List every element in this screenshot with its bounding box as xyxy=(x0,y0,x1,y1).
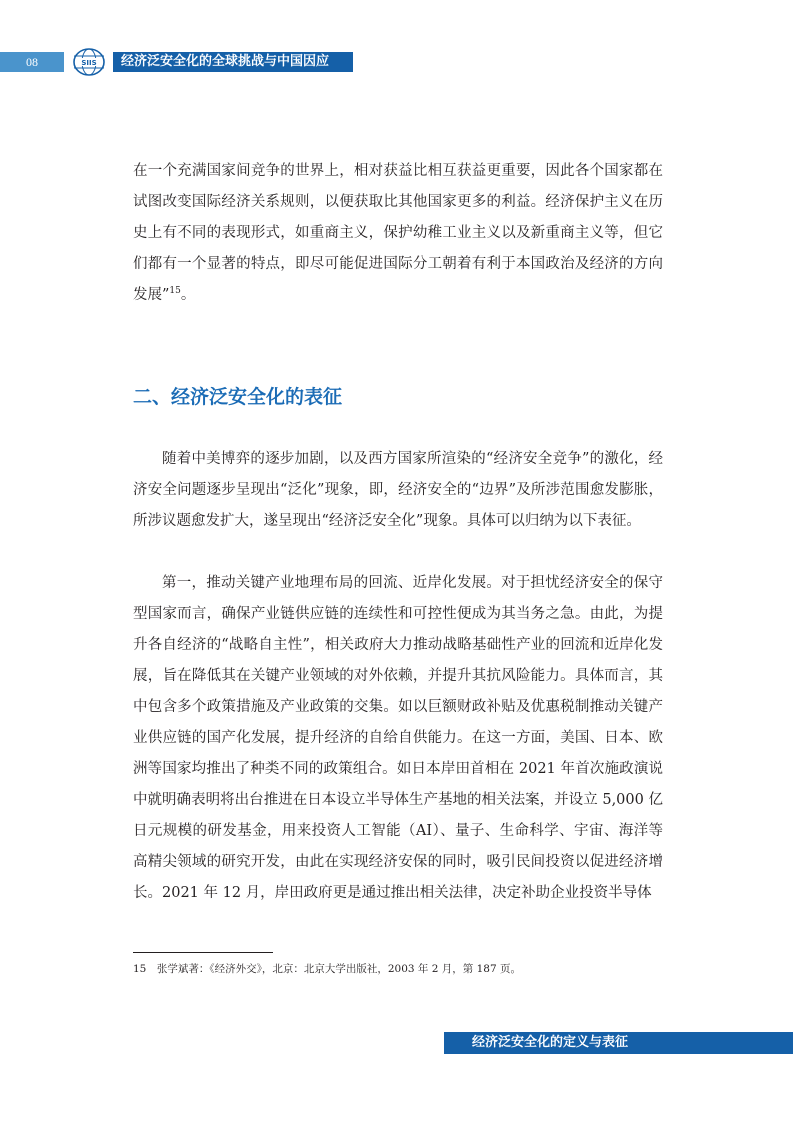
paragraph-end: 。 xyxy=(180,287,196,303)
logo-text: SIIS xyxy=(81,59,97,67)
siis-logo-icon xyxy=(72,47,106,77)
footnote-ref[interactable]: 15 xyxy=(169,286,181,297)
footnote-divider xyxy=(133,952,273,953)
page-number: 08 xyxy=(26,55,38,69)
paragraph-intro: 随着中美博弈的逐步加剧，以及西方国家所渲染的“经济安全竞争”的激化，经济安全问题逐步呈现出“泛化”现象，即，经济安全的“边界”及所涉范围愈发膨胀，所涉议题愈发扩大，遂呈现出“经济泛安全化”现象。具体可以归纳为以下表征。 xyxy=(133,451,663,529)
paragraph-text: 在一个充满国家间竞争的世界上，相对获益比相互获益更重要，因此各个国家都在试图改变国际经济关系规则，以便获取比其他国家更多的利益。经济保护主义在历史上有不同的表现形式，如重商主义，保护幼稚工业主义以及新重商主义等，但它们都有一个显著的特点，即尽可能促进国际分工朝着有利于本国政治及经济的方向发展” xyxy=(133,163,663,303)
header-title: 经济泛安全化的全球挑战与中国因应 xyxy=(121,54,330,69)
footnote: 15 张学斌著：《经济外交》，北京：北京大学出版社，2003 年 2 月，第 187 页。 xyxy=(133,963,521,975)
paragraph-quote-continuation xyxy=(133,156,663,311)
paragraph-first-point: 第一，推动关键产业地理布局的回流、近岸化发展。对于担忧经济安全的保守型国家而言，确保产业链供应链的连续性和可控性便成为其当务之急。由此，为提升各自经济的“战略自主性”，相关政府大力推动战略基础性产业的回流和近岸化发展，旨在降低其在关键产业领域的对外依赖，并提升其抗风险能力。具体而言，其中包含多个政策措施及产业政策的交集。如以巨额财政补贴及优惠税制推动关键产业供应链的国产化发展，提升经济的自给自供能力。在这一方面，美国、日本、欧洲等国家均推出了种类不同的政策组合。如日本岸田首相在 2021 年首次施政演说中就明确表明将出台推进在日本设立半导体生产基地的相关法案，并设立 5,000 亿日元规模的研发基金，用来投资人工智能（AI）、量子、生命科学、宇宙、海洋等高精尖领域的研究开发，由此在实现经济安保的同时，吸引民间投资以促进经济增长。2021 年 12 月，岸田政府更是通过推出相关法律，决定补助企业投资半导体 xyxy=(133,575,663,901)
footer-section-title: 经济泛安全化的定义与表征 xyxy=(472,1035,629,1050)
section-title: 二、经济泛安全化的表征 xyxy=(133,386,343,408)
